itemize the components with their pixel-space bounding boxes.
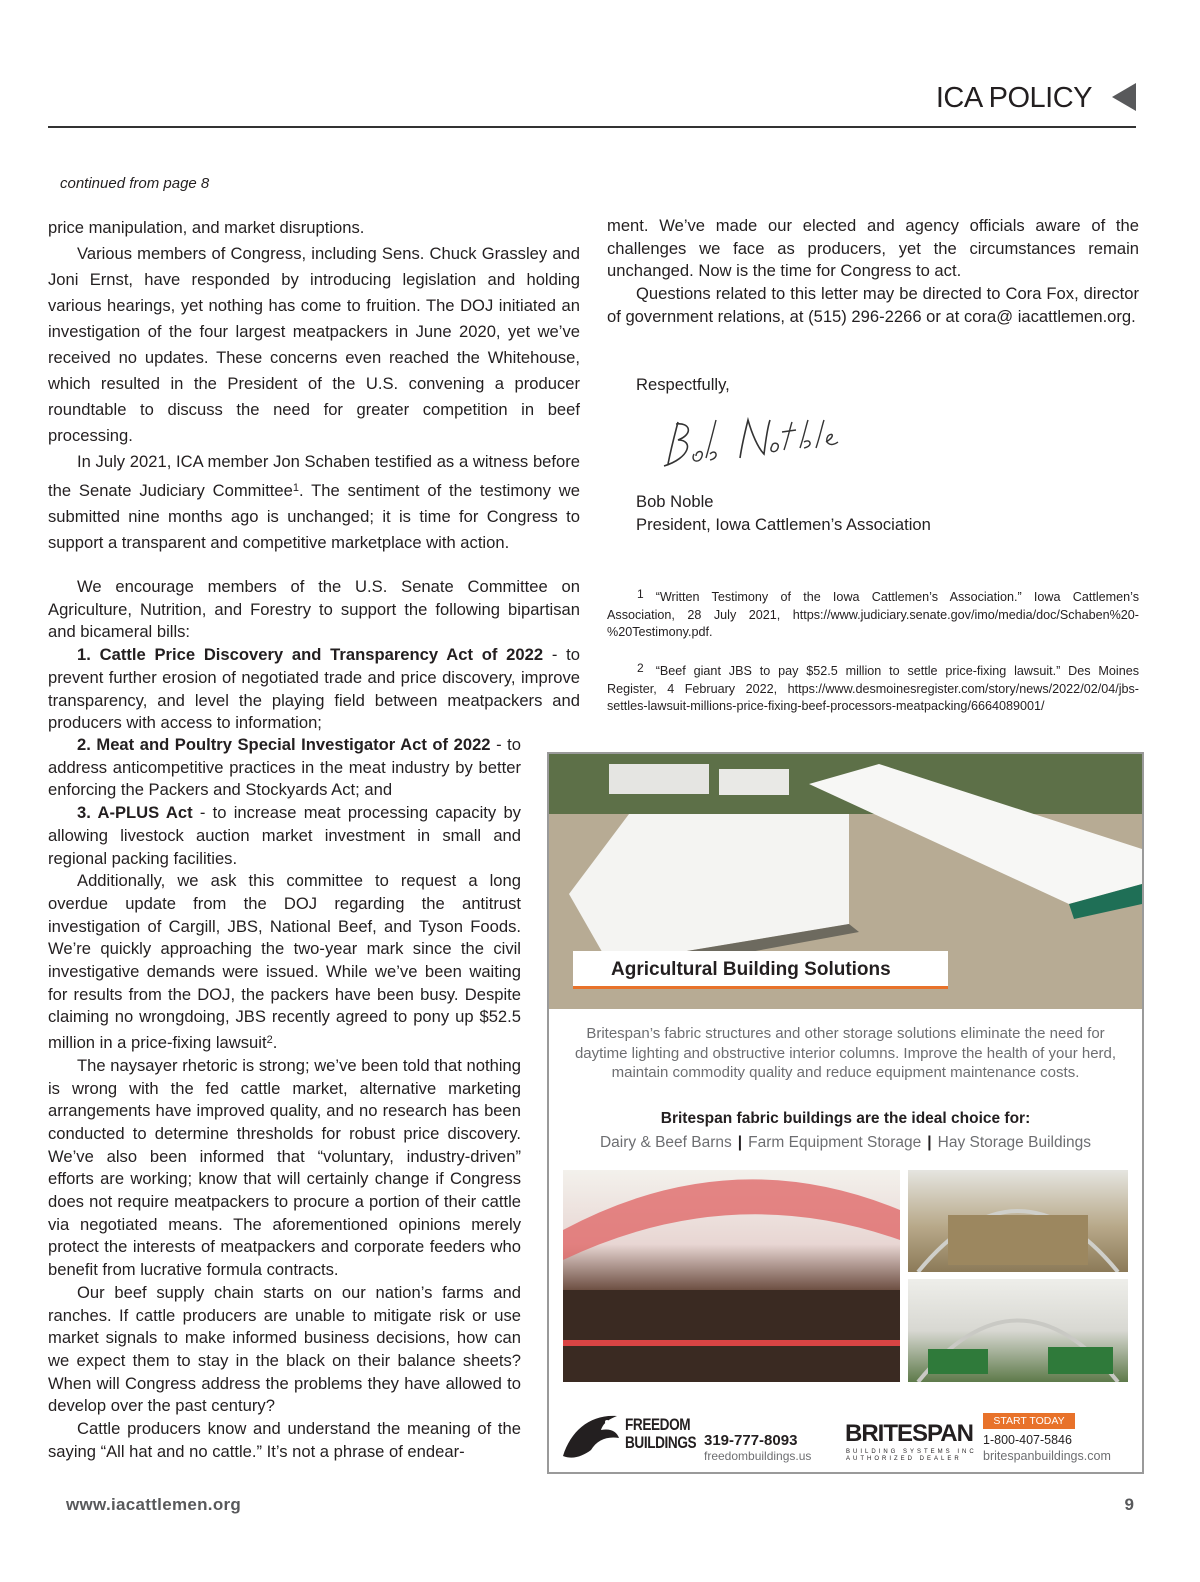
paragraph: Questions related to this letter may be directed to Cora Fox, director of government relations, at (515) 296-2266 or at cora@ iacattlemen.org. [607,284,1139,326]
page-header [48,78,1136,128]
paragraph: In July 2021, ICA member Jon Schaben testified as a witness before the Senate Judiciary Committee$^1$. The sentiment of the testimony we submitted nine months ago is unchanged; it is time for Congress to support a transparent and competitive marketplace with action. [48,452,580,552]
bill-title: 3. A-PLUS Act [77,803,193,823]
signature-image [654,414,839,478]
triangle-arrow-icon [1112,83,1136,111]
advertisement[interactable] [547,752,1144,1474]
signer-title: President, Iowa Cattlemen’s Association [636,514,931,534]
britespan-dealer: AUTHORIZED DEALER [846,1456,962,1462]
footnote: 2 “Beef giant JBS to pay $52.5 million to settle price-fixing lawsuit.” Des Moines Register, 4 February 2022, https://www.desmoinesregister.com/story/news/2022/02/04/jbs-settles-lawsuit-millions-price-fixing-beef-processors-meatpacking/6664089001/ [607,661,1139,713]
separator: | [737,1134,743,1151]
left-column-bottom [48,734,521,1464]
equipment-storage-photo [908,1279,1128,1382]
section-title: ICA POLICY [935,82,1092,114]
footer-url[interactable]: www.iacattlemen.org [66,1495,242,1514]
footnote-ref: 1 [292,482,299,494]
hay-storage-photo [908,1170,1128,1272]
paragraph: ment. We’ve made our elected and agency officials aware of the challenges we face as producers, yet the circumstances remain unchanged. Now is the time for Congress to act. [607,216,1139,281]
britespan-url[interactable]: britespanbuildings.com [983,1449,1111,1463]
paragraph: Our beef supply chain starts on our nation’s farms and ranches. If cattle producers are unable to mitigate risk or use market signals to make informed business decisions, how can we expect them to stay in the black on their balance sheets? When will Congress address the problems they have allowed to develop over the past century? [48,1282,521,1416]
use-item: Farm Equipment Storage [748,1134,922,1151]
ad-uses-list [549,1134,1142,1152]
freedom-buildings-logo: FREEDOM BUILDINGS [625,1415,697,1452]
bill-item: 2. Meat and Poultry Special Investigator Act of 2022 - to address anticompetitive practices in the meat industry by better enforcing the Packers and Stockyards Act; and [48,735,521,800]
signoff: Respectfully, [636,375,730,394]
paragraph: Additionally, we ask this committee to request a long overdue update from the DOJ regarding the antitrust investigation of Cargill, JBS, National Beef, and Tyson Foods. We’re quickly approaching the two-year mark since the civil investigative demands were issued. While we’ve been waiting for results from the DOJ, the packers have been busy. Despite claiming no wrongdoing, JBS recently agreed to pony up $52.5 million in a price-fixing lawsuit$^2$. [48,871,521,1053]
bill-item: 3. A-PLUS Act - to increase meat processing capacity by allowing livestock auction market investment in small and regional packing facilities. [48,803,521,868]
footnote-number: 1 [637,587,644,601]
bill-item: 1. Cattle Price Discovery and Transparency Act of 2022 - to prevent further erosion of negotiated trade and price discovery, improve transparency, and level the playing field between meatpackers and producers with access to information; [48,645,580,733]
ad-banner: Agricultural Building Solutions [573,951,948,989]
paragraph: Cattle producers know and understand the meaning of the saying “All hat and no cattle.” It’s not a phrase of endear- [48,1419,521,1461]
continued-note: continued from page 8 [60,175,210,192]
use-item: Dairy & Beef Barns [599,1134,732,1151]
paragraph: Various members of Congress, including Sens. Chuck Grassley and Joni Ernst, have responded by introducing legislation and holding various hearings, yet nothing has come to fruition. The DOJ initiated an investigation of the four largest meatpackers in June 2020, yet we’ve received no updates. These concerns even reached the Whitehouse, which resulted in the President of the U.S. convening a producer roundtable to discuss the need for greater competition in beef processing. [48,244,580,445]
bill-title: 2. Meat and Poultry Special Investigator Act of 2022 [77,735,491,754]
britespan-subtitle: BUILDING SYSTEMS INC [846,1449,977,1455]
freedom-url[interactable]: freedombuildings.us [704,1449,812,1463]
ad-description: Britespan’s fabric structures and other storage solutions eliminate the need for daytime lighting and obstructive interior columns. Improve the health of your herd, maintain commodity quality and reduce equipment maintenance costs. [574,1025,1117,1081]
bill-title: 1. Cattle Price Discovery and Transparency Act of 2022 [77,645,544,665]
left-column-top [48,215,580,556]
ad-logos [549,1404,1142,1474]
ad-ideal-heading: Britespan fabric buildings are the ideal choice for: [660,1110,1031,1127]
use-item: Hay Storage Buildings [937,1134,1092,1151]
footnote-number: 2 [637,661,644,675]
paragraph: The naysayer rhetoric is strong; we’ve been told that nothing is wrong with the fed cattle market, alternative marketing arrangements have improved quality, and no research has been conducted to determine thresholds for robust price discovery. We’ve also been informed that “voluntary, industry-driven” efforts are working; know that will certainly change if Congress does not require meatpackers to procure a portion of their cattle via negotiated means. The aforementioned opinions merely protect the interests of meatpackers and corporate feeders who benefit from lucrative formula contracts. [48,1055,521,1280]
britespan-phone: 1-800-407-5846 [983,1433,1072,1447]
right-column [607,215,1139,329]
eagle-logo-icon [561,1410,621,1462]
freedom-phone: 319-777-8093 [704,1432,798,1449]
footnote: 1 “Written Testimony of the Iowa Cattlemen’s Association.” Iowa Cattlemen’s Association, 28 July 2021, https://www.judiciary.senate.gov/imo/media/doc/Schaben%20-%20Testimony.pdf. [607,587,1139,639]
signer-name: Bob Noble [636,492,714,511]
start-today-badge[interactable]: START TODAY [983,1413,1075,1429]
paragraph: We encourage members of the U.S. Senate Committee on Agriculture, Nutrition, and Forestry to support the following bipartisan and bicameral bills: [48,577,580,642]
separator: | [927,1134,932,1151]
paragraph: price manipulation, and market disruptions. [48,218,365,237]
page-number: 9 [1124,1495,1134,1514]
barn-cattle-photo [563,1170,900,1382]
britespan-logo: BRITESPAN [845,1420,973,1447]
footnote-ref: 2 [266,1034,273,1047]
signer-block [636,491,931,536]
left-column-bills [48,576,580,735]
